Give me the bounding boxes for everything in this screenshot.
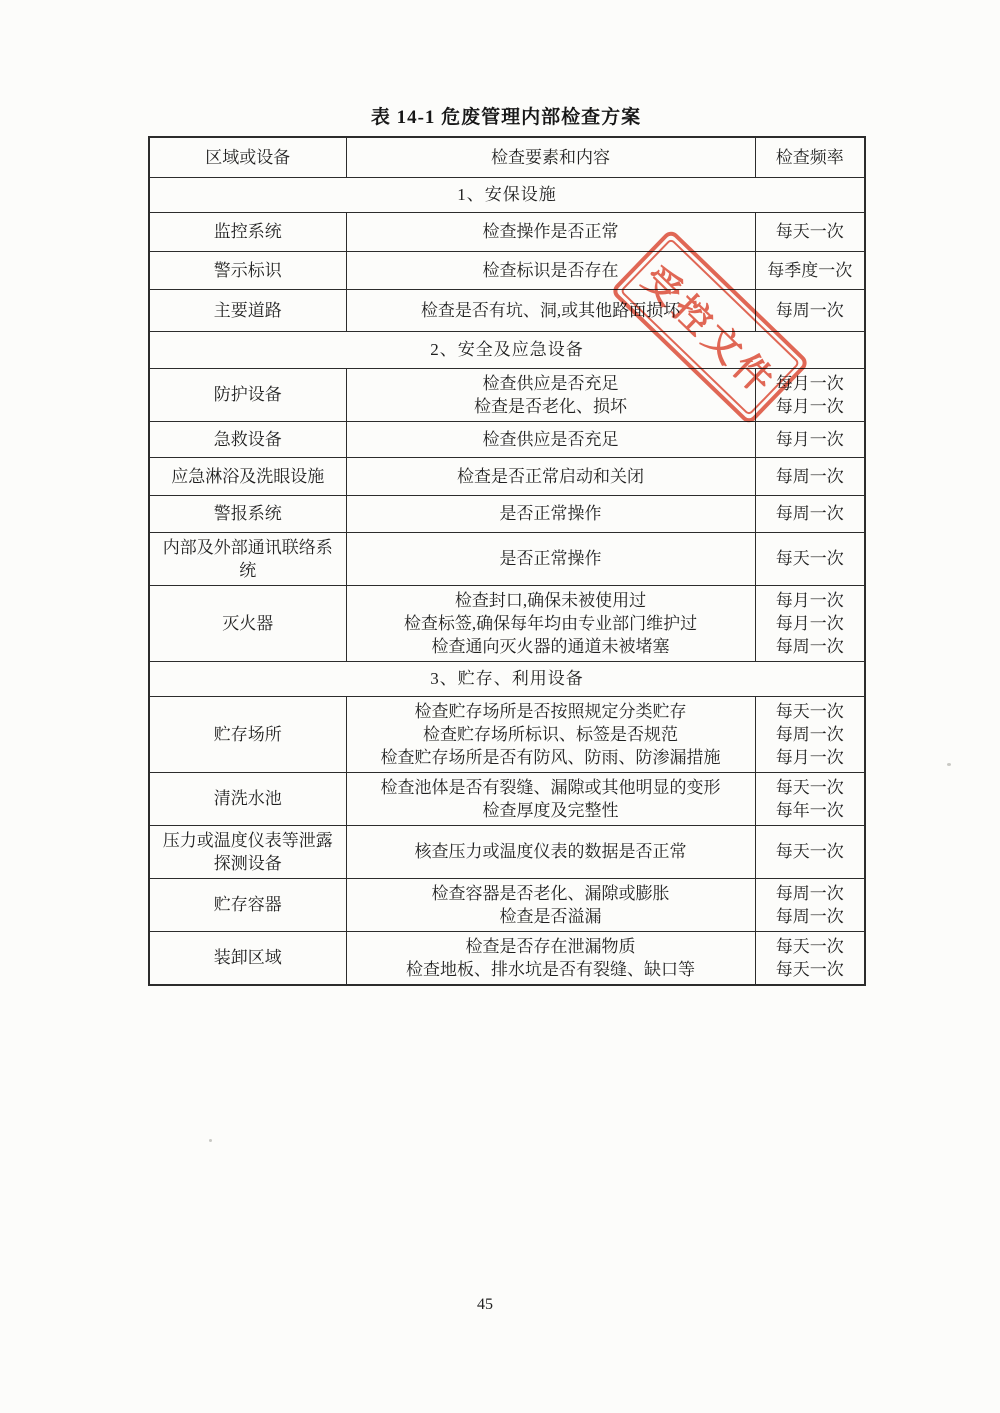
section-label: 3、贮存、利用设备 (149, 661, 865, 696)
item-line: 核查压力或温度仪表的数据是否正常 (414, 842, 687, 861)
section-row (149, 177, 865, 212)
frequency-line: 每月一次 (775, 747, 844, 767)
page-number: 45 (477, 1296, 493, 1313)
item-line: 检查贮存场所是否按照规定分类贮存 (414, 701, 687, 721)
frequency-line: 每天一次 (775, 701, 844, 721)
frequency-line: 每天一次 (775, 222, 844, 241)
table-row (149, 696, 865, 772)
table-title: 表 14-1 危废管理内部检查方案 (370, 107, 642, 128)
area-cell: 防护设备 (149, 368, 346, 421)
area-cell: 压力或温度仪表等泄露探测设备 (149, 825, 346, 878)
item-line: 检查通向灭火器的通道未被堵塞 (431, 636, 670, 656)
item-line: 检查池体是否有裂缝、漏隙或其他明显的变形 (380, 777, 721, 797)
frequency-line: 每周一次 (775, 724, 844, 744)
area-cell: 警示标识 (149, 251, 346, 289)
frequency-line: 每季度一次 (767, 260, 853, 280)
scan-speck (209, 1139, 212, 1142)
frequency-line: 每周一次 (775, 636, 844, 656)
items-cell (346, 878, 755, 931)
frequency-line: 每月一次 (775, 590, 844, 610)
frequency-line: 每周一次 (775, 504, 844, 523)
area-cell: 清洗水池 (149, 772, 346, 825)
header-area: 区域或设备 (149, 137, 346, 177)
item-line: 检查地板、排水坑是否有裂缝、缺口等 (406, 959, 695, 979)
frequency-line: 每周一次 (775, 883, 844, 903)
frequency-cell (755, 825, 865, 878)
item-line: 检查是否有坑、洞,或其他路面损坏 (420, 300, 681, 320)
area-cell: 应急淋浴及洗眼设施 (149, 457, 346, 495)
item-line: 检查贮存场所是否有防风、防雨、防渗漏措施 (380, 747, 721, 767)
area-cell: 贮存场所 (149, 696, 346, 772)
table-row (149, 878, 865, 931)
frequency-line: 每月一次 (775, 396, 844, 416)
frequency-cell (755, 931, 865, 985)
header-row (149, 137, 865, 177)
area-cell: 主要道路 (149, 289, 346, 331)
frequency-line: 每年一次 (775, 800, 844, 820)
scan-speck (947, 763, 951, 766)
frequency-cell (755, 495, 865, 532)
items-cell (346, 532, 755, 585)
document-sheet (148, 106, 864, 986)
section-row (149, 661, 865, 696)
frequency-cell (755, 457, 865, 495)
items-cell (346, 495, 755, 532)
table-row (149, 931, 865, 985)
frequency-line: 每周一次 (775, 300, 844, 320)
table-row (149, 421, 865, 457)
frequency-line: 每天一次 (775, 959, 844, 979)
item-line: 检查厚度及完整性 (482, 800, 619, 820)
frequency-cell (755, 421, 865, 457)
items-cell (346, 772, 755, 825)
item-line: 检查操作是否正常 (482, 222, 619, 241)
items-cell (346, 825, 755, 878)
frequency-cell (755, 585, 865, 661)
frequency-cell (755, 251, 865, 289)
stamp-text: 受控文件 (634, 258, 784, 406)
frequency-cell (755, 772, 865, 825)
items-cell (346, 368, 755, 421)
table-row (149, 532, 865, 585)
area-cell: 警报系统 (149, 495, 346, 532)
table-row (149, 212, 865, 251)
frequency-line: 每天一次 (775, 777, 844, 797)
item-line: 检查是否老化、损坏 (474, 396, 627, 416)
table-row (149, 772, 865, 825)
section-label: 2、安全及应急设备 (149, 331, 865, 368)
item-line: 检查是否正常启动和关闭 (457, 466, 644, 486)
table-row (149, 585, 865, 661)
table-row (149, 251, 865, 289)
items-cell (346, 421, 755, 457)
item-line: 是否正常操作 (499, 549, 602, 568)
area-cell: 装卸区域 (149, 931, 346, 985)
frequency-cell (755, 696, 865, 772)
item-line: 检查贮存场所标识、标签是否规范 (423, 724, 678, 744)
frequency-line: 每天一次 (775, 549, 844, 568)
frequency-line: 每月一次 (775, 429, 844, 449)
area-cell: 贮存容器 (149, 878, 346, 931)
table-row (149, 495, 865, 532)
items-cell (346, 457, 755, 495)
frequency-cell (755, 532, 865, 585)
area-cell: 内部及外部通讯联络系统 (149, 532, 346, 585)
item-line: 检查标签,确保每年均由专业部门维护过 (403, 613, 698, 633)
table-row (149, 825, 865, 878)
frequency-line: 每月一次 (775, 373, 844, 393)
frequency-line: 每天一次 (775, 842, 844, 861)
frequency-line: 每周一次 (775, 466, 844, 486)
header-frequency: 检查频率 (755, 137, 865, 177)
area-cell: 监控系统 (149, 212, 346, 251)
inspection-table (148, 136, 866, 986)
table-row (149, 457, 865, 495)
area-cell: 急救设备 (149, 421, 346, 457)
item-line: 检查标识是否存在 (482, 260, 619, 280)
frequency-line: 每月一次 (775, 613, 844, 633)
frequency-cell (755, 878, 865, 931)
header-content: 检查要素和内容 (346, 137, 755, 177)
item-line: 检查是否存在泄漏物质 (465, 936, 636, 956)
items-cell (346, 585, 755, 661)
section-label: 1、安保设施 (149, 177, 865, 212)
item-line: 检查供应是否充足 (482, 429, 619, 449)
item-line: 检查封口,确保未被使用过 (454, 590, 647, 610)
frequency-cell (755, 212, 865, 251)
frequency-line: 每天一次 (775, 936, 844, 956)
items-cell (346, 212, 755, 251)
item-line: 检查容器是否老化、漏隙或膨胀 (431, 883, 670, 903)
area-cell: 灭火器 (149, 585, 346, 661)
item-line: 检查供应是否充足 (482, 373, 619, 393)
items-cell (346, 696, 755, 772)
frequency-line: 每周一次 (775, 906, 844, 926)
items-cell (346, 931, 755, 985)
item-line: 是否正常操作 (499, 504, 602, 523)
item-line: 检查是否溢漏 (499, 906, 602, 926)
